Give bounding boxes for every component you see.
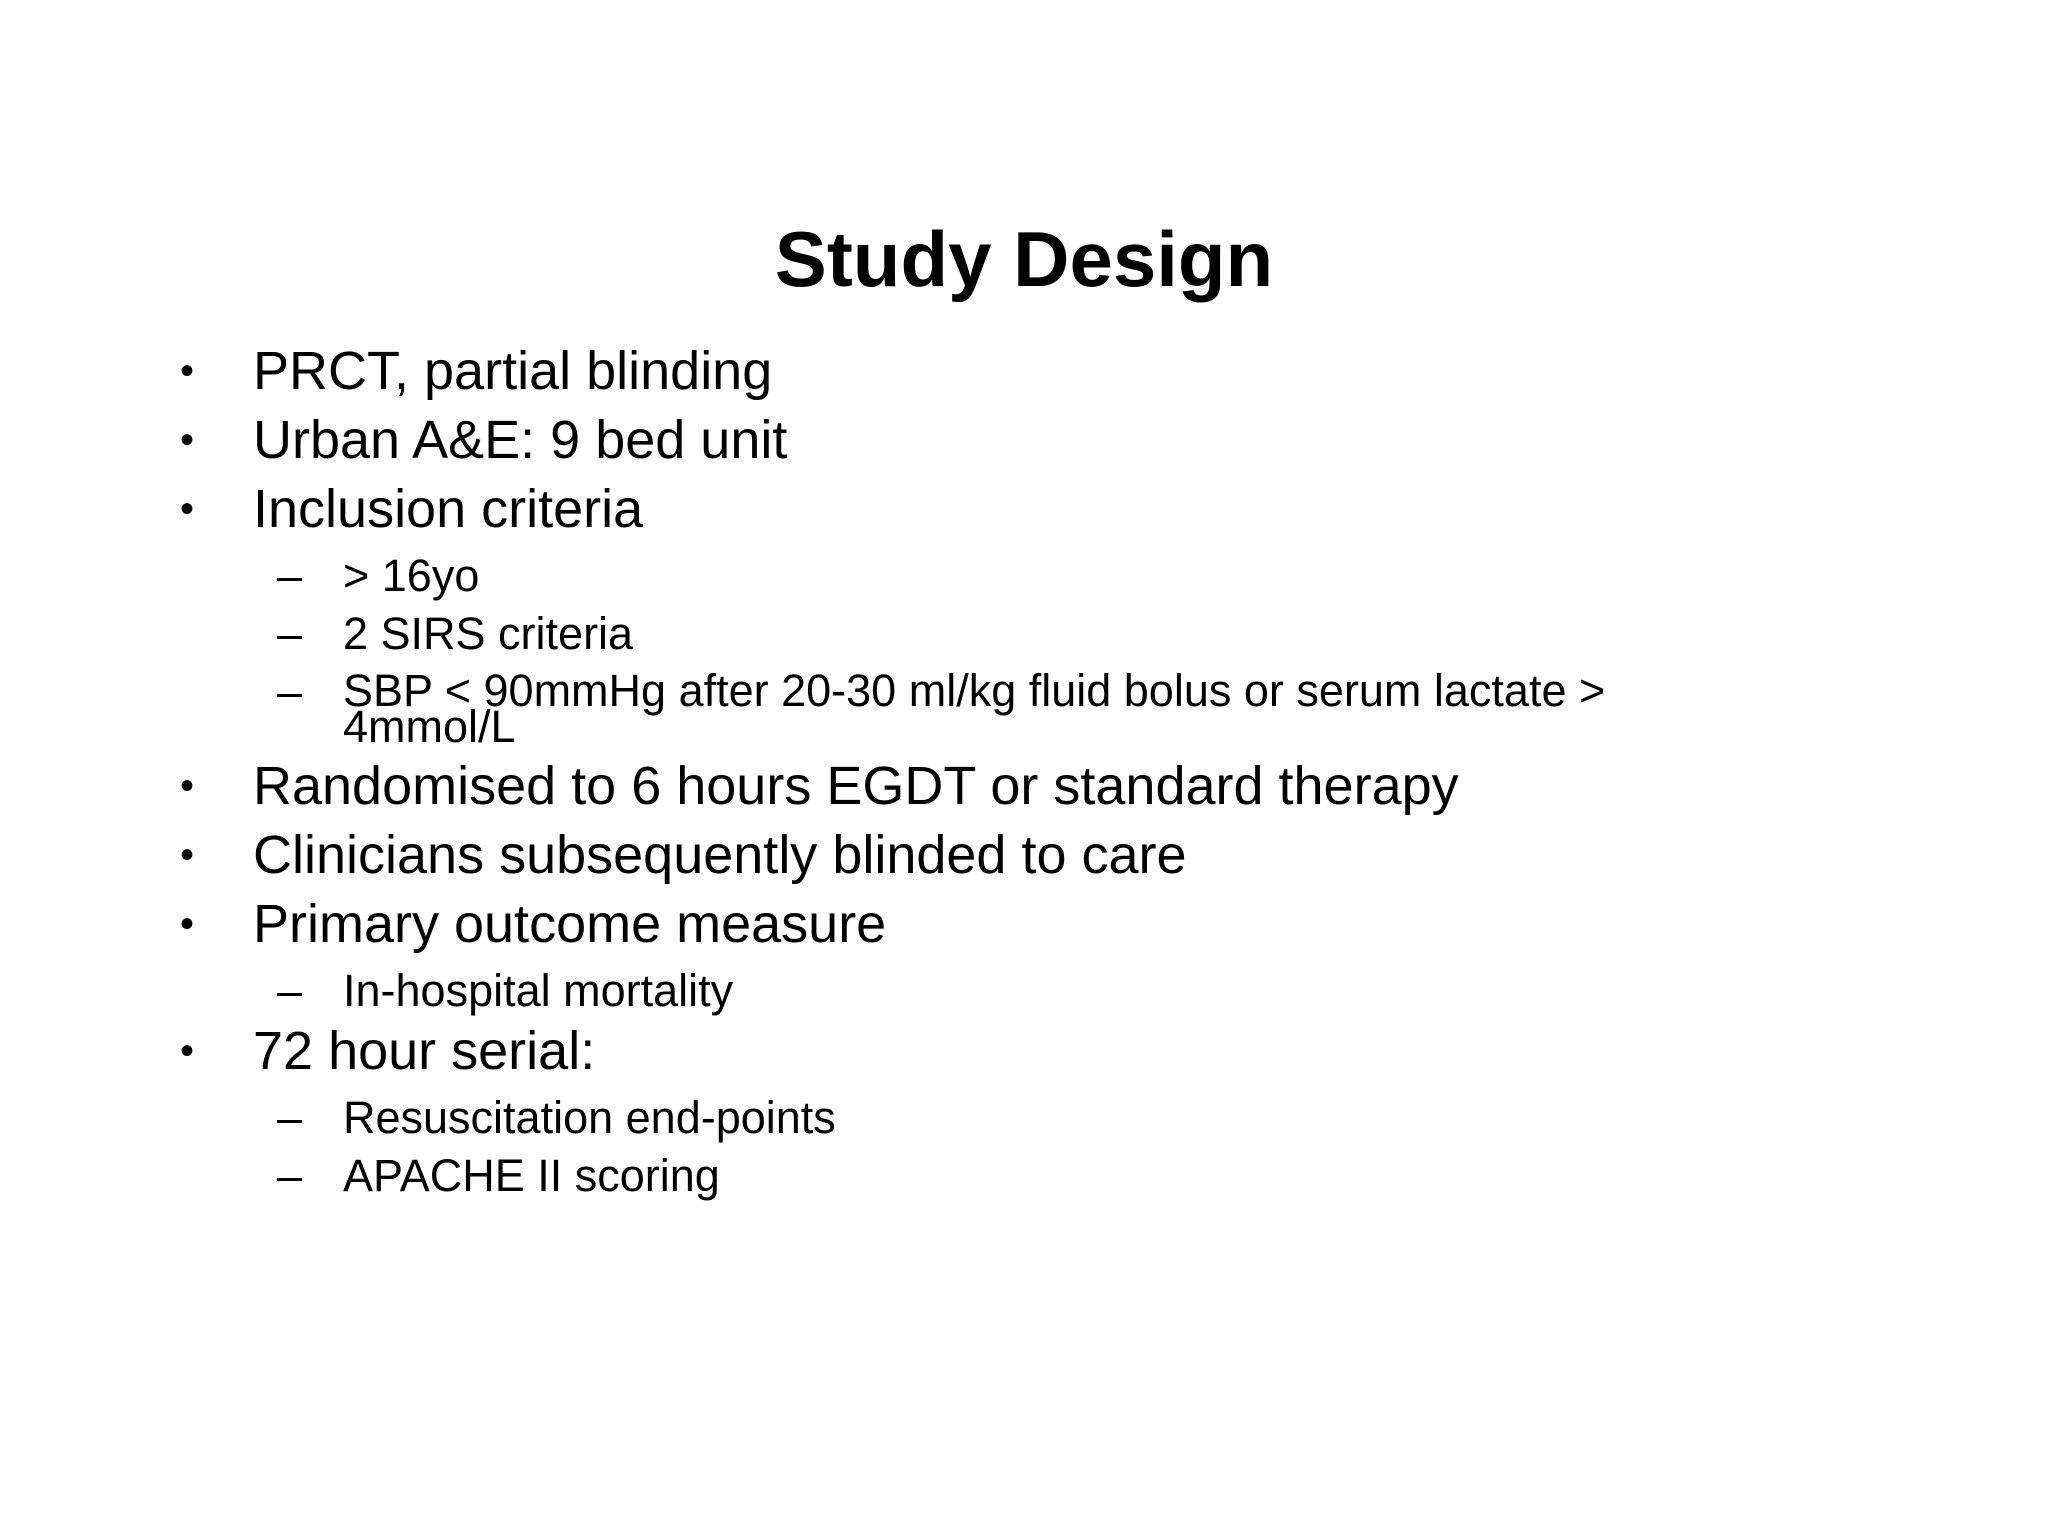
bullet-text: Primary outcome measure bbox=[253, 894, 887, 954]
sub-bullet-list bbox=[0, 1089, 2048, 1205]
sub-bullet-list bbox=[0, 547, 2048, 755]
bullet-list bbox=[0, 340, 2048, 1205]
bullet-item bbox=[0, 824, 1753, 887]
sub-bullet-item bbox=[0, 663, 1763, 755]
bullet-dot-icon: • bbox=[180, 1029, 195, 1073]
sub-bullet-text: APACHE II scoring bbox=[343, 1150, 720, 1201]
sub-list-container bbox=[0, 962, 2048, 1020]
dash-icon: – bbox=[277, 608, 303, 659]
bullet-dot-icon: • bbox=[180, 764, 195, 808]
bullet-item bbox=[0, 755, 1753, 818]
bullet-text: Clinicians subsequently blinded to care bbox=[253, 825, 1187, 885]
bullet-dot-icon: • bbox=[180, 902, 195, 946]
bullet-text: 72 hour serial: bbox=[253, 1021, 596, 1081]
bullet-item bbox=[0, 893, 1753, 956]
bullet-text: Urban A&E: 9 bed unit bbox=[253, 410, 788, 470]
bullet-text: Randomised to 6 hours EGDT or standard therapy bbox=[253, 756, 1459, 816]
dash-icon: – bbox=[277, 1150, 303, 1201]
sub-bullet-text: SBP < 90mmHg after 20-30 ml/kg fluid bolus or serum lactate > 4mmol/L bbox=[343, 665, 1606, 752]
bullet-item bbox=[0, 409, 1753, 472]
bullet-item bbox=[0, 478, 1753, 541]
bullet-item bbox=[0, 1020, 1753, 1083]
sub-bullet-text: In-hospital mortality bbox=[343, 965, 734, 1016]
dash-icon: – bbox=[277, 666, 303, 717]
sub-bullet-item bbox=[0, 1089, 1763, 1147]
bullet-item bbox=[0, 340, 1753, 403]
bullet-dot-icon: • bbox=[180, 487, 195, 531]
sub-bullet-item bbox=[0, 547, 1763, 605]
bullet-text: PRCT, partial blinding bbox=[253, 341, 773, 401]
sub-bullet-text: > 16yo bbox=[343, 550, 480, 601]
sub-bullet-item bbox=[0, 605, 1763, 663]
slide-title: Study Design bbox=[774, 215, 1274, 303]
sub-bullet-text: Resuscitation end-points bbox=[343, 1092, 836, 1143]
sub-bullet-item bbox=[0, 1147, 1763, 1205]
dash-icon: – bbox=[277, 965, 303, 1016]
sub-bullet-text: 2 SIRS criteria bbox=[343, 608, 634, 659]
dash-icon: – bbox=[277, 1092, 303, 1143]
bullet-dot-icon: • bbox=[180, 833, 195, 877]
sub-bullet-list bbox=[0, 962, 2048, 1020]
bullet-dot-icon: • bbox=[180, 349, 195, 393]
dash-icon: – bbox=[277, 550, 303, 601]
sub-list-container bbox=[0, 1089, 2048, 1205]
bullet-text: Inclusion criteria bbox=[253, 479, 644, 539]
sub-bullet-item bbox=[0, 962, 1763, 1020]
bullet-dot-icon: • bbox=[180, 418, 195, 462]
sub-list-container bbox=[0, 547, 2048, 755]
